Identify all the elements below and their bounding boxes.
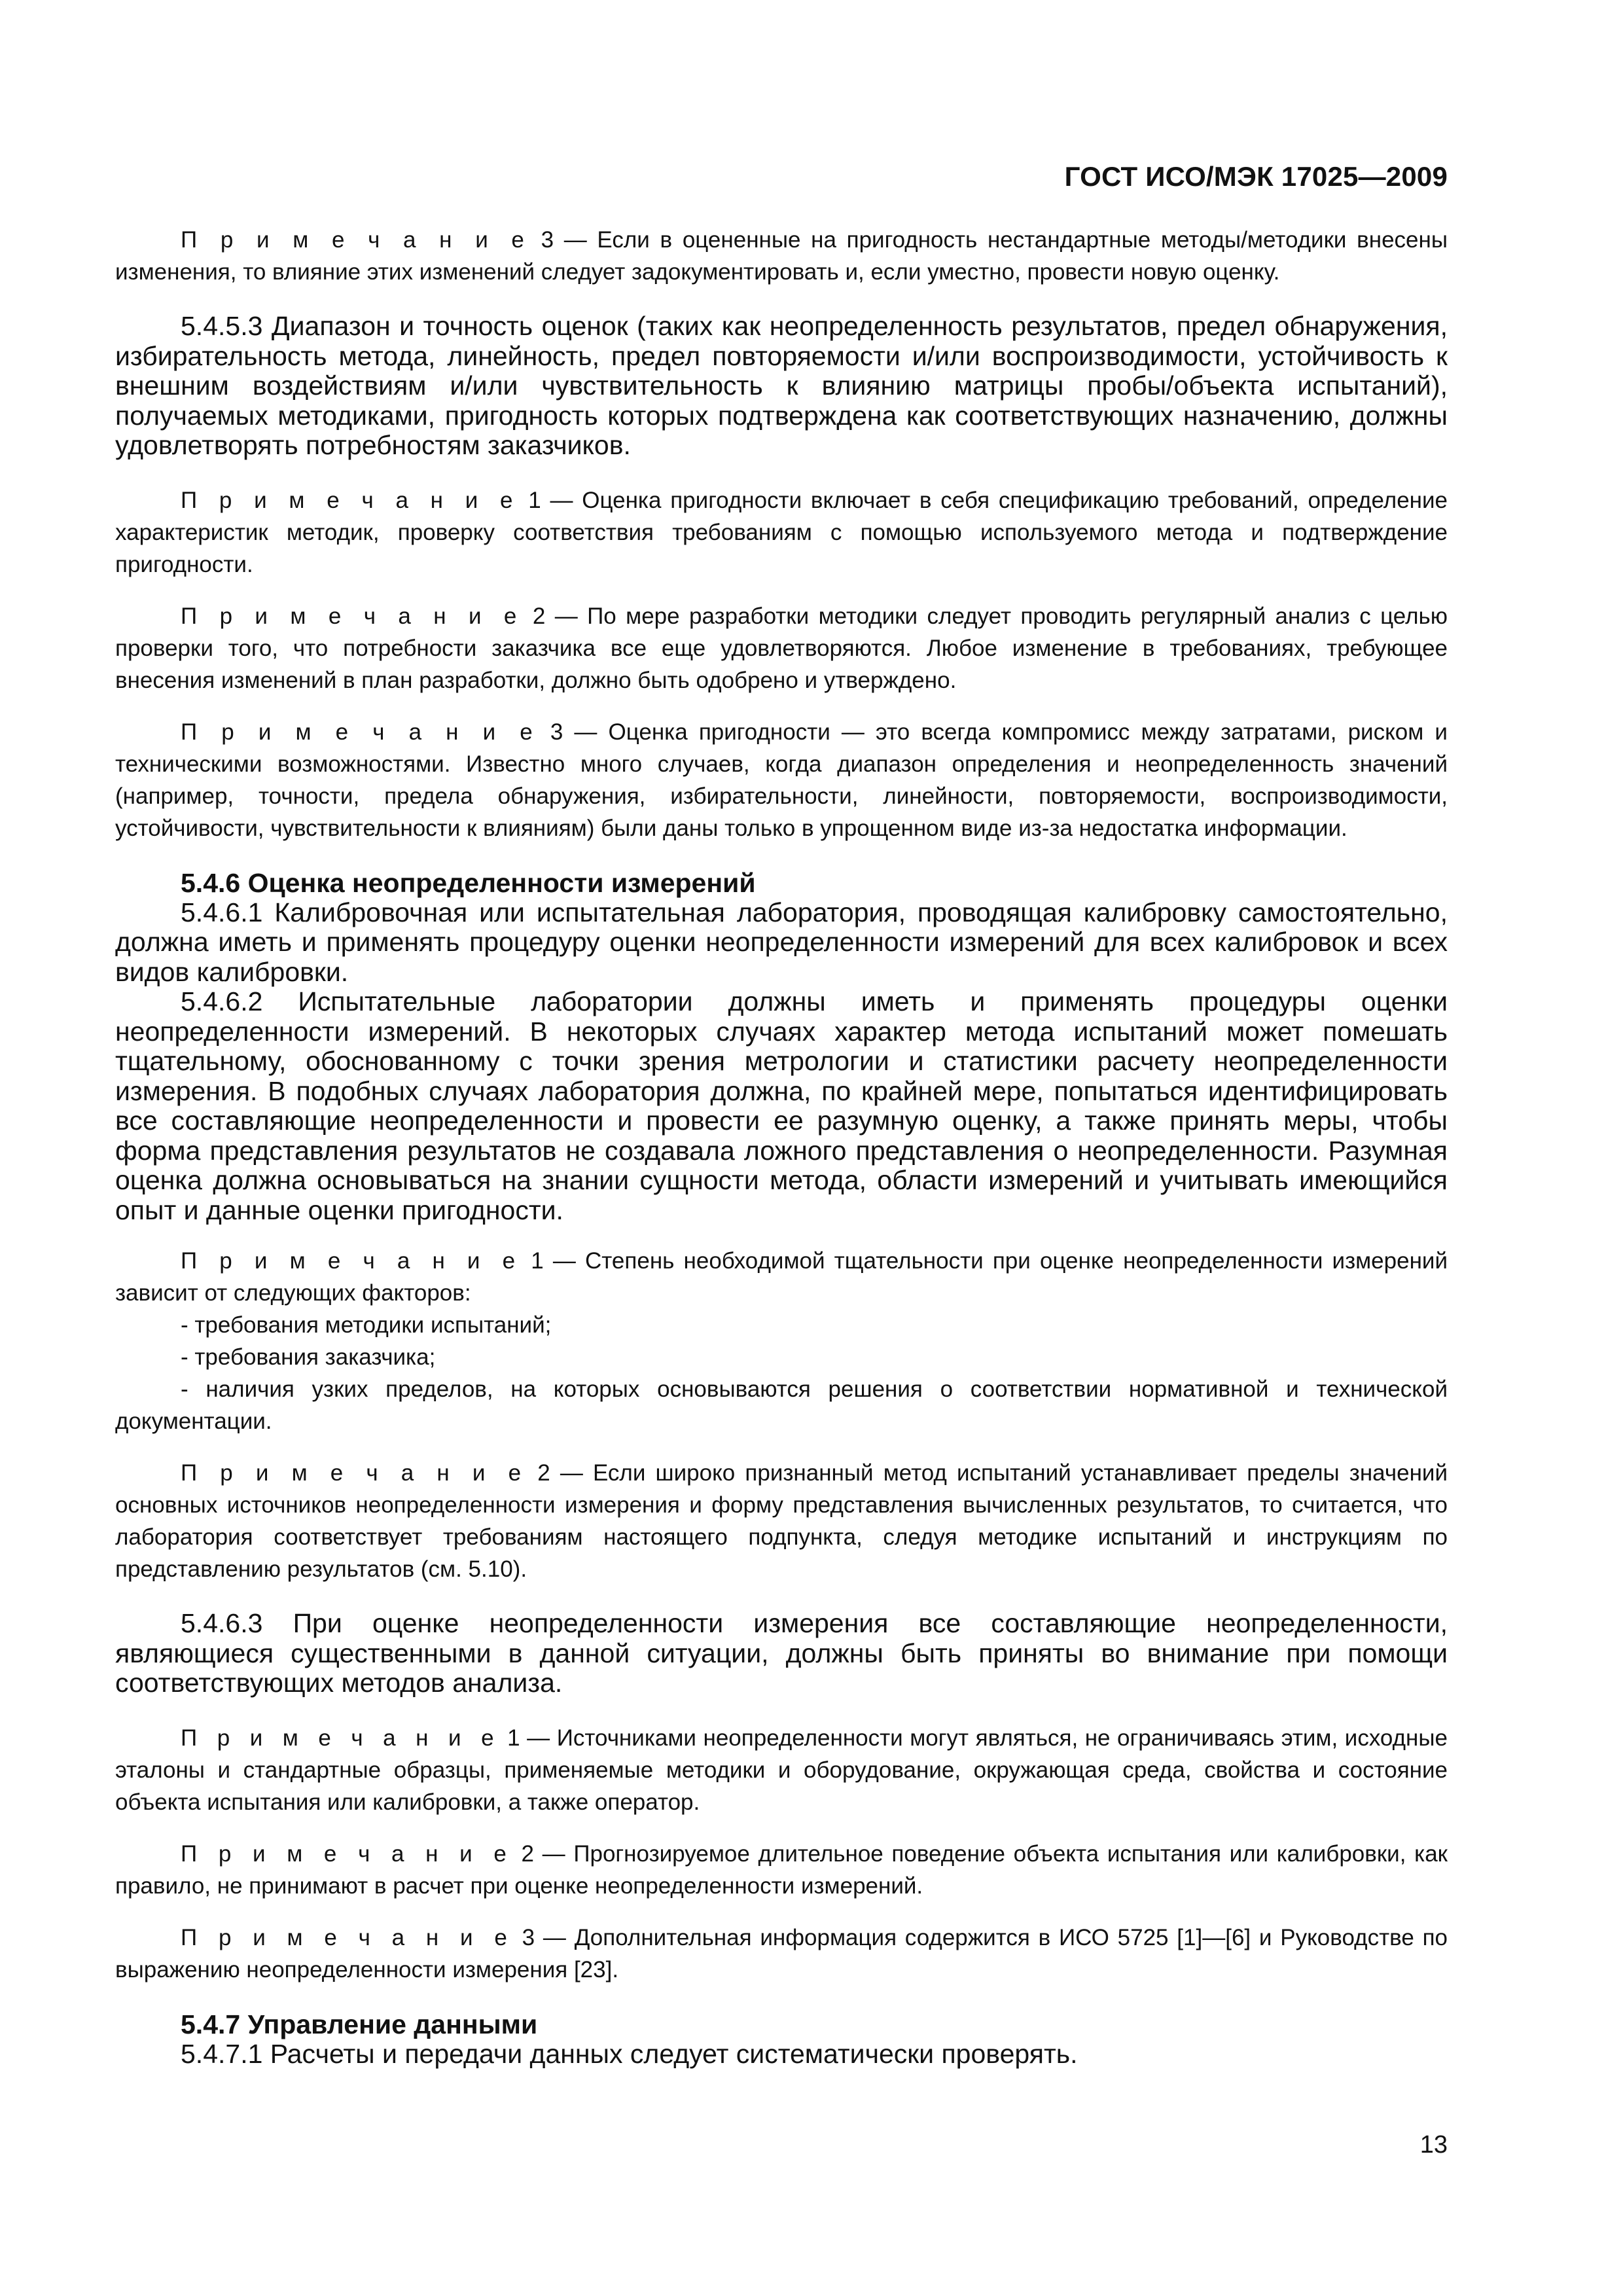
note-paragraph	[115, 484, 1448, 581]
paragraph-5-4-7-1: 5.4.7.1 Расчеты и передачи данных следует систематически проверять.	[181, 2038, 1078, 2069]
note-number: 2	[537, 1460, 550, 1486]
page-content	[115, 224, 1448, 2069]
note-label: П р и м е ч а н и е	[181, 1840, 513, 1867]
note-label: П р и м е ч а н и е	[181, 227, 531, 253]
note-label: П р и м е ч а н и е	[181, 1460, 528, 1486]
paragraph-5-4-6-1: 5.4.6.1 Калибровочная или испытательная лаборатория, проводящая калибровку самостоятельно, должна иметь и применять процедуру оценки неопределенности измерений для всех калибровок и всех видов калибровки.	[115, 897, 1448, 987]
note-number: 2	[521, 1840, 534, 1867]
note-number: 3	[522, 1924, 535, 1950]
paragraph-5-4-6-2: 5.4.6.2 Испытательные лаборатории должны иметь и применять процедуры оценки неопределенности измерений. В некоторых случаях характер метода испытаний может помешать тщательному, обоснованному с точки зрения метрологии и статистики расчету неопределенности измерения. В подобных случаях лаборатория должна, по крайней мере, попытаться идентифицировать все составляющие неопределенности и провести ее разумную оценку, а также принять меры, чтобы форма представления результатов не создавала ложного представления о неопределенности. Разумная оценка должна основываться на знании сущности метода, области измерений и учитывать имеющийся опыт и данные оценки пригодности.	[115, 986, 1448, 1225]
note-paragraph	[115, 600, 1448, 696]
note-text: — Оценка пригодности включает в себя спецификацию требований, определение характеристик методик, проверку соответствия требованиям с помощью используемого метода и подтверждение пригодности.	[115, 487, 1448, 577]
note-number: 3	[541, 227, 554, 253]
note-text: — Степень необходимой тщательности при оценке неопределенности измерений зависит от следующих факторов:	[115, 1248, 1448, 1306]
note-number: 1	[531, 1248, 544, 1274]
dash-list-item: - требования методики испытаний;	[181, 1312, 552, 1338]
note-paragraph	[115, 716, 1448, 844]
note-label: П р и м е ч а н и е	[181, 1924, 514, 1950]
note-paragraph	[115, 1922, 1448, 1986]
dash-list-item: - требования заказчика;	[181, 1344, 436, 1370]
note-number: 1	[507, 1725, 520, 1751]
note-label: П р и м е ч а н и е	[181, 603, 524, 629]
note-text: — Если в оцененные на пригодность нестандартные методы/методики внесены изменения, то влияние этих изменений следует задокументировать и, если уместно, провести новую оценку.	[115, 227, 1448, 285]
note-text: — Дополнительная информация содержится в ИСО 5725 [1]—[6] и Руководстве по выражению неопределенности измерения [23].	[115, 1924, 1448, 1982]
section-heading-5-4-6: 5.4.6 Оценка неопределенности измерений	[181, 867, 756, 898]
note-text: — По мере разработки методики следует проводить регулярный анализ с целью проверки того, что потребности заказчика все еще удовлетворяются. Любое изменение в требованиях, требующее внесения изменений в план разработки, должно быть одобрено и утверждено.	[115, 603, 1448, 693]
note-label: П р и м е ч а н и е	[181, 1725, 501, 1751]
paragraph-5-4-5-3: 5.4.5.3 Диапазон и точность оценок (таких как неопределенность результатов, предел обнаружения, избирательность метода, линейность, предел повторяемости и/или воспроизводимости, устойчивость к внешним воздействиям и/или чувствительность к влиянию матрицы пробы/объекта испытаний), получаемых методиками, пригодность которых подтверждена как соответствующих назначению, должны удовлетворять потребностям заказчиков.	[115, 311, 1448, 460]
document-code: ГОСТ ИСО/МЭК 17025—2009	[1064, 161, 1448, 192]
note-text: — Оценка пригодности — это всегда компромисс между затратами, риском и техническими возможностями. Известно много случаев, когда диапазон определения и неопределенность значений (например, точности, предела обнаружения, избирательности, линейности, повторяемости, воспроизводимости, устойчивости, чувствительности к влияниям) были даны только в упрощенном виде из-за недостатка информации.	[115, 719, 1448, 841]
note-label: П р и м е ч а н и е	[181, 487, 520, 513]
note-paragraph	[115, 224, 1448, 288]
note-text: — Источниками неопределенности могут являться, не ограничиваясь этим, исходные эталоны и стандартные образцы, применяемые методики и оборудование, окружающая среда, свойства и состояние объекта испытания или калибровки, а также оператор.	[115, 1725, 1448, 1815]
note-number: 3	[550, 719, 563, 745]
note-number: 1	[528, 487, 541, 513]
paragraph-5-4-6-3: 5.4.6.3 При оценке неопределенности измерения все составляющие неопределенности, являющиеся существенными в данной ситуации, должны быть приняты во внимание при помощи соответствующих методов анализа.	[115, 1608, 1448, 1698]
note-paragraph	[115, 1457, 1448, 1585]
note-paragraph	[115, 1722, 1448, 1818]
note-paragraph	[115, 1838, 1448, 1902]
note-label: П р и м е ч а н и е	[181, 1248, 522, 1274]
note-number: 2	[532, 603, 546, 629]
note-paragraph	[115, 1245, 1448, 1309]
page-number: 13	[1419, 2131, 1448, 2159]
dash-list-item: - наличия узких пределов, на которых основываются решения о соответствии нормативной и технической документации.	[115, 1376, 1448, 1434]
note-text: — Прогнозируемое длительное поведение объекта испытания или калибровки, как правило, не принимают в расчет при оценке неопределенности измерений.	[115, 1840, 1448, 1899]
note-text: — Если широко признанный метод испытаний устанавливает пределы значений основных источников неопределенности измерения и форму представления вычисленных результатов, то считается, что лаборатория соответствует требованиям настоящего подпункта, следуя методике испытаний и инструкциям по представлению результатов (см. 5.10).	[115, 1460, 1448, 1582]
section-heading-5-4-7: 5.4.7 Управление данными	[181, 2009, 538, 2039]
note-label: П р и м е ч а н и е	[181, 719, 539, 745]
